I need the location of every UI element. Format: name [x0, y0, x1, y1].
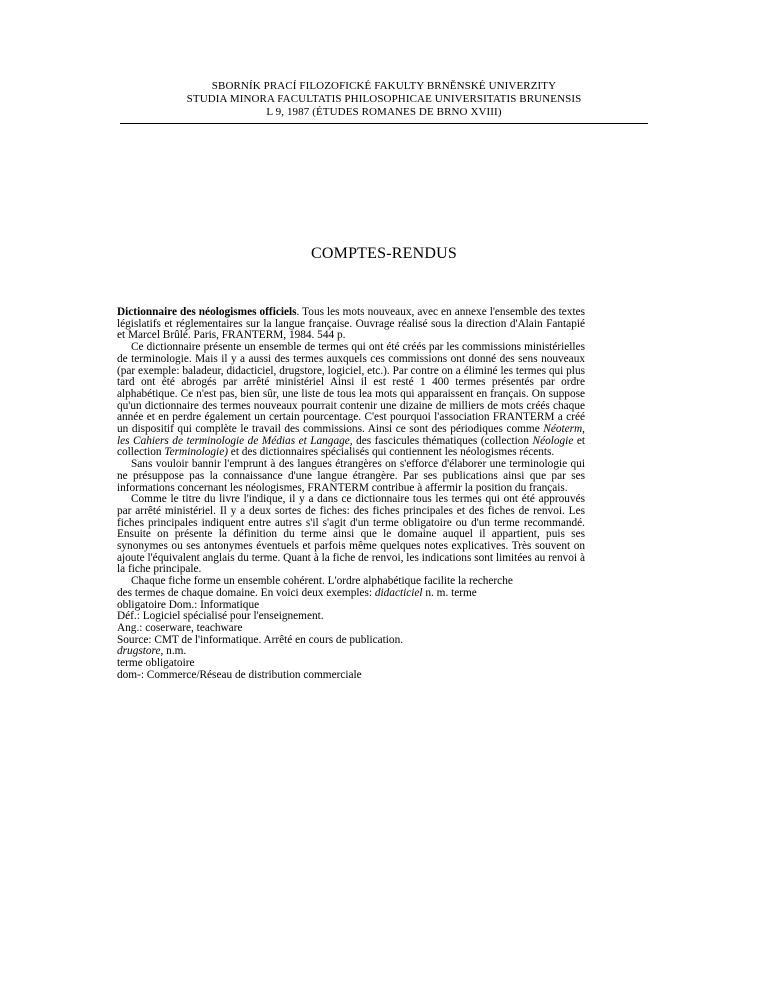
header-line-2: STUDIA MINORA FACULTATIS PHILOSOPHICAE UNIVERSITATIS BRUNENSIS [186, 93, 582, 105]
review-paragraph-2 [117, 342, 585, 459]
header-rule [120, 123, 648, 124]
review-p1-text: . Tous les mots nouveaux, avec en annexe l'ensemble des textes législatifs et réglementaires sur la langue française. Ouvrage réalisé sous la direction d'Alain Fantapié et Marcel Brûlé. Paris, FRANTERM, 1984. 544 p. [117, 306, 586, 342]
review-body [117, 307, 585, 682]
header-line-3: L 9, 1987 (ÉTUDES ROMANES DE BRNO XVIII) [266, 106, 502, 118]
entry-english: Ang.: coserware, teachware [117, 621, 243, 634]
entry-definition: Déf.: Logiciel spécialisé pour l'enseignement. [117, 610, 324, 623]
review-p2-mid1: des fascicules thématiques (collection [352, 434, 533, 447]
review-headword: Dictionnaire des néologismes officiels [117, 306, 297, 318]
journal-header [120, 80, 648, 119]
example-term-didacticiel: didacticiel [374, 586, 423, 599]
review-p2-italic-periodicals: Néoterm, les Cahiers de terminologie de Médias et Langage, [117, 423, 586, 447]
entry-domain-commerce: dom-: Commerce/Réseau de distribution commerciale [117, 668, 362, 681]
example-intro-line [117, 588, 585, 600]
example-intro-text: des termes de chaque domaine. En voici deux exemples: [117, 586, 375, 599]
review-paragraph-1 [117, 307, 585, 342]
section-title: COMPTES-RENDUS [311, 245, 457, 262]
review-paragraph-3: Sans vouloir bannir l'emprunt à des langues étrangères on s'efforce d'élaborer une terminologie qui ne présuppose pas la connaissance d'une langue étrangère. Par ses publications ainsi que par ses informations concernant les néologismes, FRANTERM contribue à affermir la position du français. [117, 458, 585, 494]
review-paragraph-5: Chaque fiche forme un ensemble cohérent. L'ordre alphabétique facilite la recherche [131, 575, 513, 588]
entry-drugstore-pos: n.m. [163, 645, 187, 658]
review-p2-mid2: et collection [117, 434, 585, 459]
review-p2-text: Ce dictionnaire présente un ensemble de termes qui ont été créés par les commissions ministérielles de terminologie. Mais il y a aussi des termes auxquels ces commissions ont donné des sens nouveaux (par exemple: baladeur, didacticiel, drugstore, logiciel, etc.). Par contre on a éliminé les termes qui plus tard ont été abrogés par arrêté ministériel Ainsi il est resté 1 400 termes présentés par ordre alphabétique. Ce n'est pas, bien sûr, une liste de tous lea mots qui apparaissent en français. On suppose qu'un dictionnaire des termes nouveaux pourrait contenir une dizaine de milliers de mots créés chaque année et en perdre également un certain pourcentage. C'est pourquoi l'association FRANTERM a créé un dispositif qui complète le travail des commissions. Ainsi ce sont des périodiques comme [117, 341, 585, 436]
review-p2-italic-terminologie: Terminologie) [164, 446, 228, 459]
entry-terme-obligatoire: terme obligatoire [117, 657, 195, 670]
review-paragraph-4: Comme le titre du livre l'indique, il y a dans ce dictionnaire tous les termes qui ont été approuvés par arrêté ministériel. Il y a deux sortes de fiches: des fiches principales et des fiches de renvoi. Les fiches principales indiquent entre autres s'il s'agit d'un terme obligatoire ou d'un terme recommandé. Ensuite on présente la définition du terme ainsi que le domaine auquel il appartient, puis ses synonymes ou ses antonymes éventuels et parfois même quelques notes explicatives. Très souvent on ajoute l'équivalent anglais du terme. Quant à la fiche de renvoi, les indications sont limitées au renvoi à la fiche principale. [117, 493, 585, 576]
example-term-drugstore: drugstore, [117, 645, 164, 658]
entry-obligatoire-domain: obligatoire Dom.: Informatique [117, 598, 260, 611]
example-intro-tail: n. m. terme [422, 586, 477, 599]
review-p2-end: et des dictionnaires spécialisés qui contiennent les néologismes récents. [227, 446, 555, 459]
entry-source: Source: CMT de l'informatique. Arrêté en cours de publication. [117, 633, 404, 646]
review-p2-italic-neologie: Néologie [532, 434, 574, 447]
header-line-1: SBORNÍK PRACÍ FILOZOFICKÉ FAKULTY BRNĚNSKÉ UNIVERZITY [211, 80, 557, 92]
